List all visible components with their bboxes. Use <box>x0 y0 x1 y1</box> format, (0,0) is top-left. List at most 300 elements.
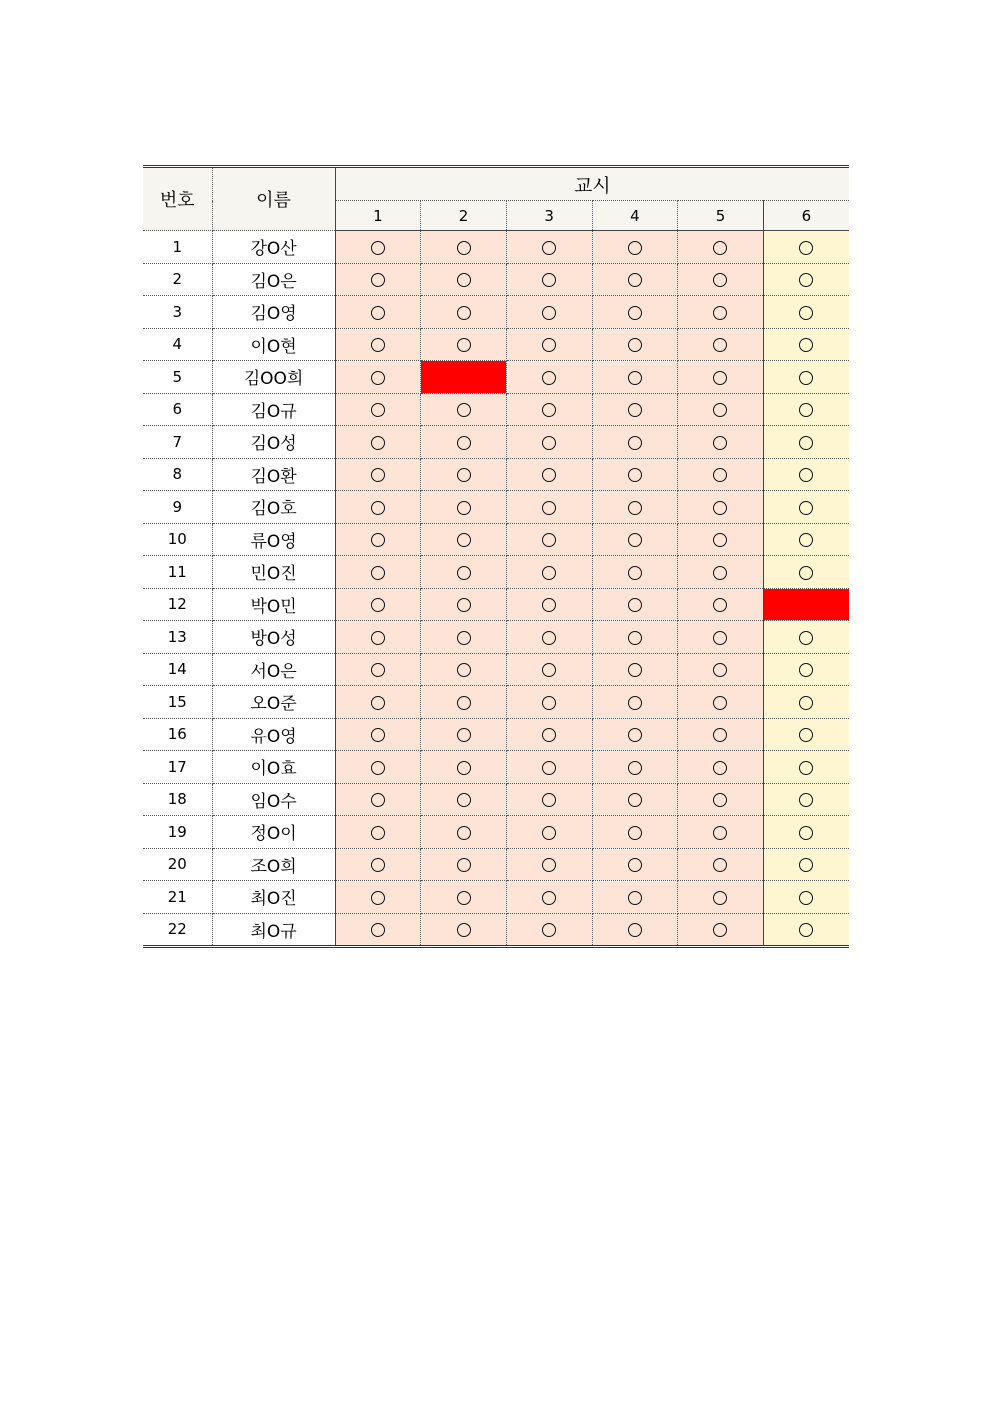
present-circle-icon <box>628 728 642 742</box>
student-number: 14 <box>143 653 212 686</box>
present-circle-icon <box>713 631 727 645</box>
attendance-cell-present <box>335 491 421 524</box>
present-circle-icon <box>457 923 471 937</box>
attendance-cell-present <box>763 296 849 329</box>
attendance-cell-present <box>678 523 764 556</box>
present-circle-icon <box>713 501 727 515</box>
attendance-cell-present <box>763 816 849 849</box>
present-circle-icon <box>628 891 642 905</box>
attendance-cell-present <box>763 848 849 881</box>
present-circle-icon <box>628 631 642 645</box>
attendance-cell-present <box>592 556 678 589</box>
table-row <box>143 751 849 784</box>
present-circle-icon <box>371 793 385 807</box>
table-row <box>143 231 849 264</box>
present-circle-icon <box>542 793 556 807</box>
attendance-cell-present <box>421 751 507 784</box>
attendance-cell-present <box>335 263 421 296</box>
student-number: 22 <box>143 913 212 947</box>
present-circle-icon <box>371 858 385 872</box>
attendance-cell-present <box>335 588 421 621</box>
attendance-table <box>143 165 849 948</box>
student-name: 이O현 <box>212 328 335 361</box>
present-circle-icon <box>457 696 471 710</box>
attendance-cell-present <box>592 686 678 719</box>
attendance-cell-present <box>506 393 592 426</box>
attendance-cell-present <box>763 458 849 491</box>
attendance-cell-present <box>421 491 507 524</box>
student-name: 김O은 <box>212 263 335 296</box>
attendance-cell-present <box>763 328 849 361</box>
table-row <box>143 653 849 686</box>
present-circle-icon <box>542 858 556 872</box>
attendance-cell-present <box>421 556 507 589</box>
present-circle-icon <box>371 891 385 905</box>
attendance-cell-present <box>763 231 849 264</box>
attendance-cell-present <box>763 783 849 816</box>
student-number: 3 <box>143 296 212 329</box>
present-circle-icon <box>713 663 727 677</box>
table-row <box>143 426 849 459</box>
present-circle-icon <box>542 923 556 937</box>
student-name: 최O진 <box>212 881 335 914</box>
table-row <box>143 458 849 491</box>
table-row <box>143 588 849 621</box>
attendance-cell-present <box>506 621 592 654</box>
present-circle-icon <box>799 468 813 482</box>
student-name: 이O효 <box>212 751 335 784</box>
attendance-cell-present <box>335 393 421 426</box>
attendance-cell-present <box>678 393 764 426</box>
student-name: 김O영 <box>212 296 335 329</box>
present-circle-icon <box>542 338 556 352</box>
table-row <box>143 913 849 947</box>
table-row <box>143 881 849 914</box>
attendance-cell-present <box>506 523 592 556</box>
attendance-cell-present <box>678 458 764 491</box>
present-circle-icon <box>457 826 471 840</box>
attendance-cell-present <box>506 881 592 914</box>
student-number: 17 <box>143 751 212 784</box>
present-circle-icon <box>542 436 556 450</box>
present-circle-icon <box>628 696 642 710</box>
attendance-cell-present <box>678 783 764 816</box>
student-number: 7 <box>143 426 212 459</box>
present-circle-icon <box>713 468 727 482</box>
table-row <box>143 783 849 816</box>
present-circle-icon <box>628 793 642 807</box>
attendance-cell-present <box>506 653 592 686</box>
present-circle-icon <box>799 306 813 320</box>
attendance-cell-present <box>421 848 507 881</box>
present-circle-icon <box>542 306 556 320</box>
student-number: 1 <box>143 231 212 264</box>
student-number: 10 <box>143 523 212 556</box>
present-circle-icon <box>628 858 642 872</box>
present-circle-icon <box>457 501 471 515</box>
student-number: 15 <box>143 686 212 719</box>
attendance-cell-present <box>592 751 678 784</box>
present-circle-icon <box>371 663 385 677</box>
attendance-cell-present <box>678 653 764 686</box>
present-circle-icon <box>628 468 642 482</box>
present-circle-icon <box>799 761 813 775</box>
header-row-top <box>143 167 849 201</box>
present-circle-icon <box>713 566 727 580</box>
attendance-cell-present <box>421 783 507 816</box>
present-circle-icon <box>799 533 813 547</box>
present-circle-icon <box>628 403 642 417</box>
present-circle-icon <box>799 273 813 287</box>
student-number: 20 <box>143 848 212 881</box>
present-circle-icon <box>542 273 556 287</box>
present-circle-icon <box>371 923 385 937</box>
attendance-cell-present <box>421 393 507 426</box>
present-circle-icon <box>713 923 727 937</box>
student-number: 18 <box>143 783 212 816</box>
present-circle-icon <box>457 761 471 775</box>
present-circle-icon <box>371 436 385 450</box>
attendance-cell-present <box>678 231 764 264</box>
attendance-cell-present <box>592 296 678 329</box>
present-circle-icon <box>457 728 471 742</box>
attendance-cell-present <box>506 296 592 329</box>
present-circle-icon <box>799 338 813 352</box>
attendance-cell-present <box>335 556 421 589</box>
attendance-cell-present <box>421 328 507 361</box>
present-circle-icon <box>713 761 727 775</box>
student-number: 4 <box>143 328 212 361</box>
attendance-cell-present <box>763 361 849 394</box>
attendance-cell-present <box>592 458 678 491</box>
student-name: 방O성 <box>212 621 335 654</box>
attendance-cell-present <box>421 426 507 459</box>
attendance-cell-present <box>335 653 421 686</box>
table-row <box>143 848 849 881</box>
table-row <box>143 686 849 719</box>
present-circle-icon <box>628 566 642 580</box>
present-circle-icon <box>799 241 813 255</box>
present-circle-icon <box>799 566 813 580</box>
attendance-cell-present <box>421 913 507 947</box>
present-circle-icon <box>457 631 471 645</box>
present-circle-icon <box>628 306 642 320</box>
present-circle-icon <box>371 338 385 352</box>
present-circle-icon <box>542 728 556 742</box>
present-circle-icon <box>628 273 642 287</box>
attendance-cell-present <box>592 718 678 751</box>
table-row <box>143 296 849 329</box>
attendance-cell-present <box>506 328 592 361</box>
present-circle-icon <box>457 598 471 612</box>
attendance-cell-present <box>678 686 764 719</box>
present-circle-icon <box>371 631 385 645</box>
student-name: 최O규 <box>212 913 335 947</box>
attendance-cell-present <box>506 848 592 881</box>
attendance-cell-present <box>763 393 849 426</box>
present-circle-icon <box>799 501 813 515</box>
attendance-cell-present <box>763 491 849 524</box>
attendance-cell-present <box>763 686 849 719</box>
present-circle-icon <box>628 923 642 937</box>
present-circle-icon <box>542 501 556 515</box>
present-circle-icon <box>371 241 385 255</box>
student-number: 8 <box>143 458 212 491</box>
attendance-cell-present <box>678 621 764 654</box>
student-name: 류O영 <box>212 523 335 556</box>
present-circle-icon <box>457 436 471 450</box>
attendance-cell-present <box>678 361 764 394</box>
student-number: 5 <box>143 361 212 394</box>
present-circle-icon <box>542 891 556 905</box>
present-circle-icon <box>713 533 727 547</box>
attendance-cell-present <box>763 556 849 589</box>
present-circle-icon <box>371 306 385 320</box>
student-name: 김O환 <box>212 458 335 491</box>
present-circle-icon <box>457 891 471 905</box>
present-circle-icon <box>371 403 385 417</box>
present-circle-icon <box>542 241 556 255</box>
present-circle-icon <box>713 403 727 417</box>
attendance-cell-present <box>592 263 678 296</box>
table-row <box>143 491 849 524</box>
attendance-cell-present <box>335 816 421 849</box>
attendance-cell-present <box>335 881 421 914</box>
attendance-cell-present <box>335 523 421 556</box>
attendance-cell-present <box>506 556 592 589</box>
present-circle-icon <box>457 403 471 417</box>
attendance-cell-present <box>421 816 507 849</box>
present-circle-icon <box>542 566 556 580</box>
present-circle-icon <box>799 696 813 710</box>
present-circle-icon <box>628 436 642 450</box>
student-name: 임O수 <box>212 783 335 816</box>
student-name: 정O이 <box>212 816 335 849</box>
present-circle-icon <box>799 793 813 807</box>
student-name: 김OO희 <box>212 361 335 394</box>
present-circle-icon <box>542 631 556 645</box>
present-circle-icon <box>457 533 471 547</box>
attendance-cell-present <box>421 523 507 556</box>
attendance-cell-present <box>421 621 507 654</box>
attendance-cell-present <box>678 328 764 361</box>
attendance-cell-present <box>678 718 764 751</box>
present-circle-icon <box>542 663 556 677</box>
column-header-period-3: 3 <box>506 201 592 231</box>
attendance-cell-present <box>763 621 849 654</box>
attendance-cell-present <box>763 913 849 947</box>
present-circle-icon <box>799 728 813 742</box>
present-circle-icon <box>713 891 727 905</box>
student-name: 민O진 <box>212 556 335 589</box>
attendance-cell-present <box>506 913 592 947</box>
student-number: 12 <box>143 588 212 621</box>
present-circle-icon <box>628 533 642 547</box>
attendance-cell-present <box>763 881 849 914</box>
present-circle-icon <box>371 566 385 580</box>
table-row <box>143 556 849 589</box>
attendance-cell-present <box>335 751 421 784</box>
attendance-cell-present <box>335 848 421 881</box>
attendance-cell-present <box>592 913 678 947</box>
attendance-cell-present <box>592 231 678 264</box>
present-circle-icon <box>371 696 385 710</box>
attendance-cell-present <box>592 328 678 361</box>
attendance-cell-present <box>335 361 421 394</box>
attendance-cell-present <box>506 686 592 719</box>
attendance-cell-present <box>592 848 678 881</box>
attendance-cell-present <box>335 458 421 491</box>
table-body <box>143 231 849 947</box>
attendance-cell-present <box>421 718 507 751</box>
present-circle-icon <box>713 338 727 352</box>
present-circle-icon <box>457 858 471 872</box>
present-circle-icon <box>371 273 385 287</box>
column-header-period-5: 5 <box>678 201 764 231</box>
student-name: 박O민 <box>212 588 335 621</box>
present-circle-icon <box>713 306 727 320</box>
table-row <box>143 816 849 849</box>
present-circle-icon <box>628 371 642 385</box>
attendance-cell-present <box>678 588 764 621</box>
present-circle-icon <box>713 826 727 840</box>
present-circle-icon <box>628 598 642 612</box>
present-circle-icon <box>542 403 556 417</box>
student-number: 11 <box>143 556 212 589</box>
table-row <box>143 328 849 361</box>
attendance-cell-present <box>763 263 849 296</box>
attendance-cell-present <box>421 881 507 914</box>
present-circle-icon <box>457 793 471 807</box>
present-circle-icon <box>799 923 813 937</box>
present-circle-icon <box>542 761 556 775</box>
student-name: 서O은 <box>212 653 335 686</box>
table-row <box>143 263 849 296</box>
attendance-cell-present <box>592 653 678 686</box>
present-circle-icon <box>713 436 727 450</box>
present-circle-icon <box>542 826 556 840</box>
attendance-cell-present <box>335 913 421 947</box>
attendance-cell-present <box>592 783 678 816</box>
attendance-cell-present <box>335 783 421 816</box>
present-circle-icon <box>799 891 813 905</box>
attendance-cell-present <box>506 751 592 784</box>
attendance-cell-present <box>506 588 592 621</box>
attendance-cell-present <box>763 523 849 556</box>
attendance-table-container <box>143 165 849 948</box>
attendance-cell-present <box>421 653 507 686</box>
present-circle-icon <box>457 241 471 255</box>
present-circle-icon <box>542 468 556 482</box>
attendance-cell-present <box>335 328 421 361</box>
attendance-cell-present <box>506 718 592 751</box>
attendance-cell-present <box>335 231 421 264</box>
present-circle-icon <box>713 241 727 255</box>
student-name: 조O희 <box>212 848 335 881</box>
table-header <box>143 167 849 231</box>
attendance-cell-present <box>335 426 421 459</box>
attendance-cell-present <box>763 718 849 751</box>
present-circle-icon <box>628 501 642 515</box>
attendance-cell-present <box>506 816 592 849</box>
present-circle-icon <box>713 728 727 742</box>
present-circle-icon <box>371 598 385 612</box>
present-circle-icon <box>457 306 471 320</box>
present-circle-icon <box>457 273 471 287</box>
present-circle-icon <box>542 598 556 612</box>
present-circle-icon <box>371 728 385 742</box>
present-circle-icon <box>542 533 556 547</box>
student-number: 19 <box>143 816 212 849</box>
student-number: 2 <box>143 263 212 296</box>
table-row <box>143 361 849 394</box>
column-header-number: 번호 <box>143 167 212 231</box>
present-circle-icon <box>371 533 385 547</box>
attendance-cell-present <box>678 426 764 459</box>
present-circle-icon <box>371 501 385 515</box>
attendance-cell-present <box>592 621 678 654</box>
present-circle-icon <box>457 468 471 482</box>
attendance-cell-absent <box>421 361 507 394</box>
present-circle-icon <box>371 371 385 385</box>
attendance-cell-present <box>421 458 507 491</box>
attendance-cell-present <box>592 426 678 459</box>
student-number: 21 <box>143 881 212 914</box>
attendance-cell-present <box>678 816 764 849</box>
column-header-period-1: 1 <box>335 201 421 231</box>
attendance-cell-present <box>506 231 592 264</box>
present-circle-icon <box>799 436 813 450</box>
attendance-cell-present <box>592 523 678 556</box>
present-circle-icon <box>713 793 727 807</box>
table-row <box>143 523 849 556</box>
attendance-cell-present <box>763 426 849 459</box>
present-circle-icon <box>628 241 642 255</box>
student-name: 김O성 <box>212 426 335 459</box>
student-number: 9 <box>143 491 212 524</box>
student-name: 오O준 <box>212 686 335 719</box>
attendance-cell-present <box>592 491 678 524</box>
attendance-cell-present <box>335 718 421 751</box>
attendance-cell-present <box>678 491 764 524</box>
present-circle-icon <box>457 663 471 677</box>
present-circle-icon <box>457 566 471 580</box>
present-circle-icon <box>799 371 813 385</box>
present-circle-icon <box>371 468 385 482</box>
attendance-cell-present <box>335 621 421 654</box>
attendance-cell-present <box>421 296 507 329</box>
attendance-cell-present <box>592 816 678 849</box>
attendance-cell-present <box>506 458 592 491</box>
present-circle-icon <box>371 761 385 775</box>
attendance-cell-present <box>506 361 592 394</box>
attendance-cell-present <box>678 848 764 881</box>
student-name: 강O산 <box>212 231 335 264</box>
present-circle-icon <box>371 826 385 840</box>
student-name: 유O영 <box>212 718 335 751</box>
present-circle-icon <box>713 696 727 710</box>
column-header-period-2: 2 <box>421 201 507 231</box>
attendance-cell-present <box>421 588 507 621</box>
present-circle-icon <box>713 858 727 872</box>
student-number: 6 <box>143 393 212 426</box>
present-circle-icon <box>542 371 556 385</box>
present-circle-icon <box>713 598 727 612</box>
column-header-period-group: 교시 <box>335 167 849 201</box>
attendance-cell-present <box>678 263 764 296</box>
attendance-cell-present <box>506 491 592 524</box>
present-circle-icon <box>799 826 813 840</box>
